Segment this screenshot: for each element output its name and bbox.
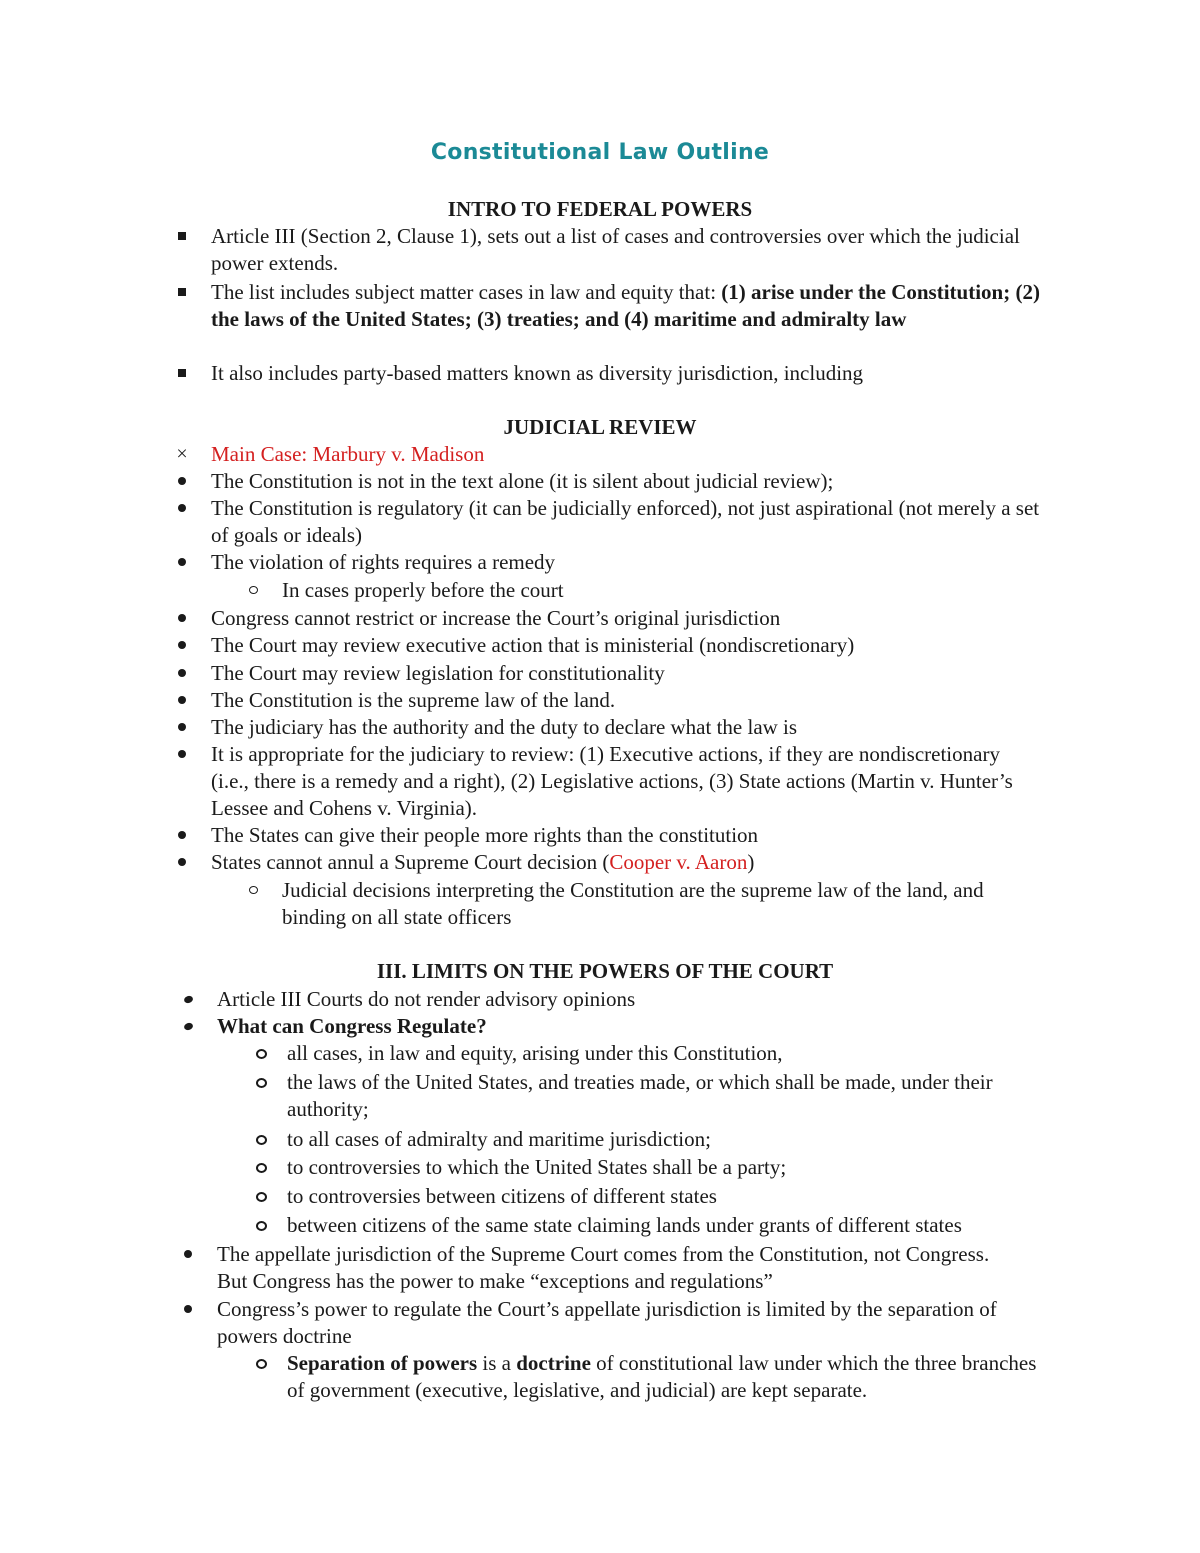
sub-list-item: Judicial decisions interpreting the Constitution are the supreme law of the land, and binding on all state officers: [282, 878, 984, 929]
main-case-label: Main Case: Marbury v. Madison: [211, 442, 485, 466]
list-item: [211, 279, 1051, 333]
list-item: The Constitution is regulatory (it can be judicially enforced), not just aspirational (not merely a set of goals or ideals): [211, 496, 1040, 547]
sub-list-item: to controversies between citizens of different states: [287, 1184, 717, 1208]
list-item: The violation of rights requires a remedy: [211, 550, 556, 574]
bold-term: doctrine: [516, 1351, 591, 1375]
bold-term: Separation of powers: [287, 1351, 478, 1375]
list-item: Article III (Section 2, Clause 1), sets out a list of cases and controversies over which the judicial power extends.: [211, 224, 1020, 275]
list-item: It also includes party-based matters known as diversity jurisdiction, including: [211, 361, 864, 385]
sub-list-item: all cases, in law and equity, arising under this Constitution,: [287, 1041, 783, 1065]
cross-mark-icon: ×: [176, 443, 188, 465]
sub-list-item: [287, 1350, 1057, 1404]
section-heading-intro: INTRO TO FEDERAL POWERS: [447, 197, 753, 221]
list-item: The Court may review legislation for constitutionality: [211, 661, 665, 685]
list-item: Congress cannot restrict or increase the Court’s original jurisdiction: [211, 606, 781, 630]
list-item-text: ): [747, 850, 755, 874]
section-heading-limits: III. LIMITS ON THE POWERS OF THE COURT: [376, 959, 834, 983]
document-title: Constitutional Law Outline: [430, 140, 770, 165]
section-heading-judicial-review: JUDICIAL REVIEW: [503, 415, 697, 439]
list-item: The appellate jurisdiction of the Supreme Court comes from the Constitution, not Congress. But Congress has the power to make “exceptions and regulations”: [217, 1242, 990, 1293]
list-item-text: of constitutional law under which the three branches of government (executive, legislative, and judicial) are kept separate.: [287, 1351, 1037, 1402]
list-item-text: States cannot annul a Supreme Court decision (: [211, 850, 610, 874]
list-item-bold: What can Congress Regulate?: [217, 1014, 487, 1038]
list-item: Article III Courts do not render advisory opinions: [217, 987, 636, 1011]
sub-list-item: to all cases of admiralty and maritime jurisdiction;: [287, 1127, 711, 1151]
list-item-text: is a: [477, 1351, 517, 1375]
sub-list-item: between citizens of the same state claiming lands under grants of different states: [287, 1213, 962, 1237]
list-item: It is appropriate for the judiciary to review: (1) Executive actions, if they are nondiscretionary (i.e., there is a remedy and a right), (2) Legislative actions, (3) State actions (Martin v. Hunter’s Lessee and Cohens v. Virginia).: [211, 742, 1013, 820]
case-citation: Cooper v. Aaron: [609, 850, 748, 874]
sub-list-item: to controversies to which the United States shall be a party;: [287, 1155, 787, 1179]
list-item-text: The list includes subject matter cases in law and equity that:: [211, 280, 722, 304]
sub-list-item: In cases properly before the court: [282, 578, 564, 602]
list-item: The States can give their people more rights than the constitution: [211, 823, 759, 847]
list-item: The Constitution is not in the text alone (it is silent about judicial review);: [211, 469, 834, 493]
list-item: The Constitution is the supreme law of the land.: [211, 688, 616, 712]
list-item: The judiciary has the authority and the duty to declare what the law is: [211, 715, 798, 739]
list-item: The Court may review executive action that is ministerial (nondiscretionary): [211, 633, 855, 657]
list-item: [211, 849, 1051, 876]
list-item-bold-text: (1) arise under the Constitution; (2) the laws of the United States; (3) treaties; and (4) maritime and admiralty law: [211, 280, 1040, 331]
sub-list-item: the laws of the United States, and treaties made, or which shall be made, under their authority;: [287, 1070, 993, 1121]
list-item: Congress’s power to regulate the Court’s appellate jurisdiction is limited by the separation of powers doctrine: [217, 1297, 997, 1348]
